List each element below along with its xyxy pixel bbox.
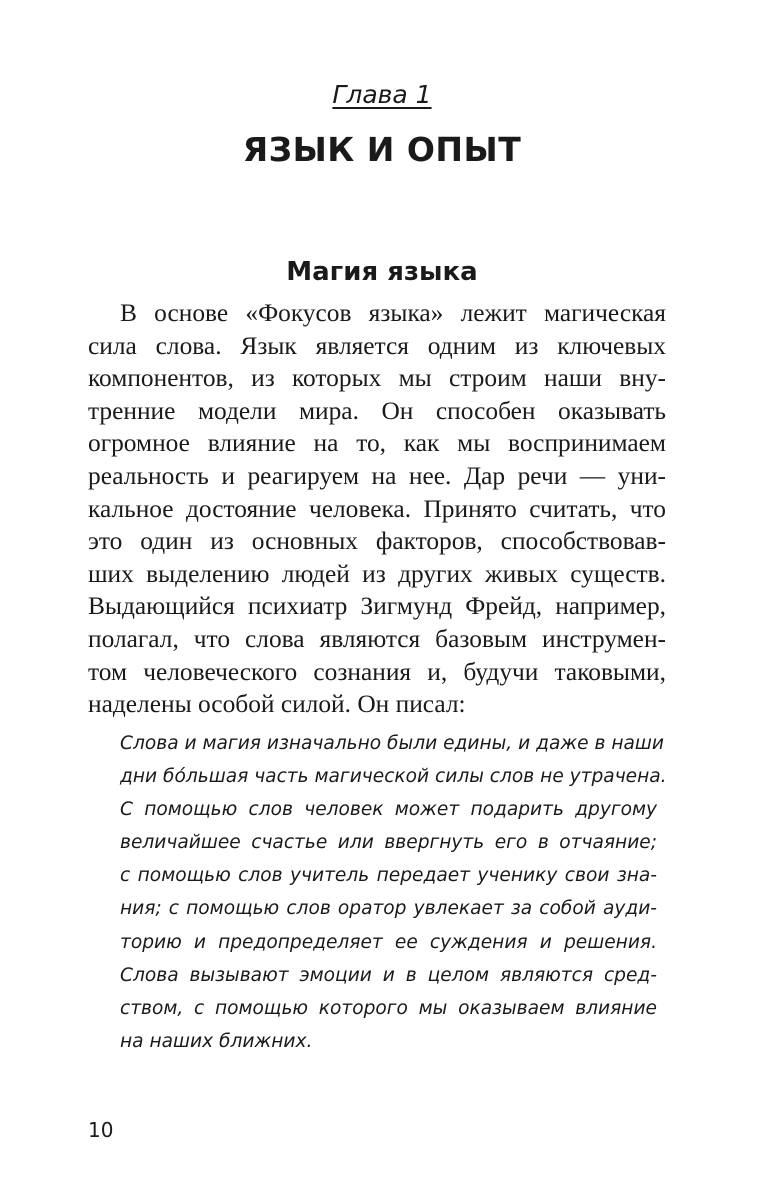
quote-line: величайшее счастье или ввергнуть его в отчаяние; [120,832,657,854]
body-line: сила слова. Язык является одним из ключевых [88,331,666,360]
body-line: ших выделению людей из других живых существ. [88,559,666,588]
quote-line: С помощью слов человек может подарить другому [120,799,657,821]
body-line: наделены особой силой. Он писал: [88,690,466,719]
body-line: кальное достояние человека. Принято считать, что [88,494,666,523]
body-line: том человеческого сознания и, будучи таковыми, [88,657,666,686]
body-line: компонентов, из которых мы строим наши вну- [88,364,666,393]
freud-quote [120,727,667,1058]
chapter-label: Глава 1 [332,80,432,109]
quote-line: Слова вызывают эмоции и в целом являются сред- [120,964,657,986]
quote-line: торию и предопределяет ее суждения и решения. [120,931,657,953]
quote-line: дни бóльшая часть магической силы слов не утрачена. [120,766,667,788]
quote-line: ством, с помощью которого мы оказываем влияние [120,997,657,1019]
body-line: В основе «Фокусов языка» лежит магическая [120,299,666,327]
body-line: Выдающийся психиатр Зигмунд Фрейд, например, [88,592,666,621]
body-line: это один из основных факторов, способствовав- [88,527,666,556]
body-line: реальность и реагируем на нее. Дар речи — уни- [88,461,666,490]
quote-line: Слова и магия изначально были едины, и даже в наши [120,733,664,754]
body-line: огромное влияние на то, как мы воспринимаем [88,429,666,458]
quote-line: ния; с помощью слов оратор увлекает за собой ауди- [120,898,657,920]
body-line: тренние модели мира. Он способен оказывать [88,396,666,425]
page-number: 10 [88,1118,114,1142]
quote-line: на наших ближних. [120,1030,313,1052]
body-line: полагал, что слова являются базовым инструмен- [88,624,666,653]
chapter-title: ЯЗЫК И ОПЫТ [242,130,522,169]
section-title: Магия языка [286,257,478,287]
body-paragraph [88,297,666,721]
quote-line: с помощью слов учитель передает ученику свои зна- [120,865,657,887]
